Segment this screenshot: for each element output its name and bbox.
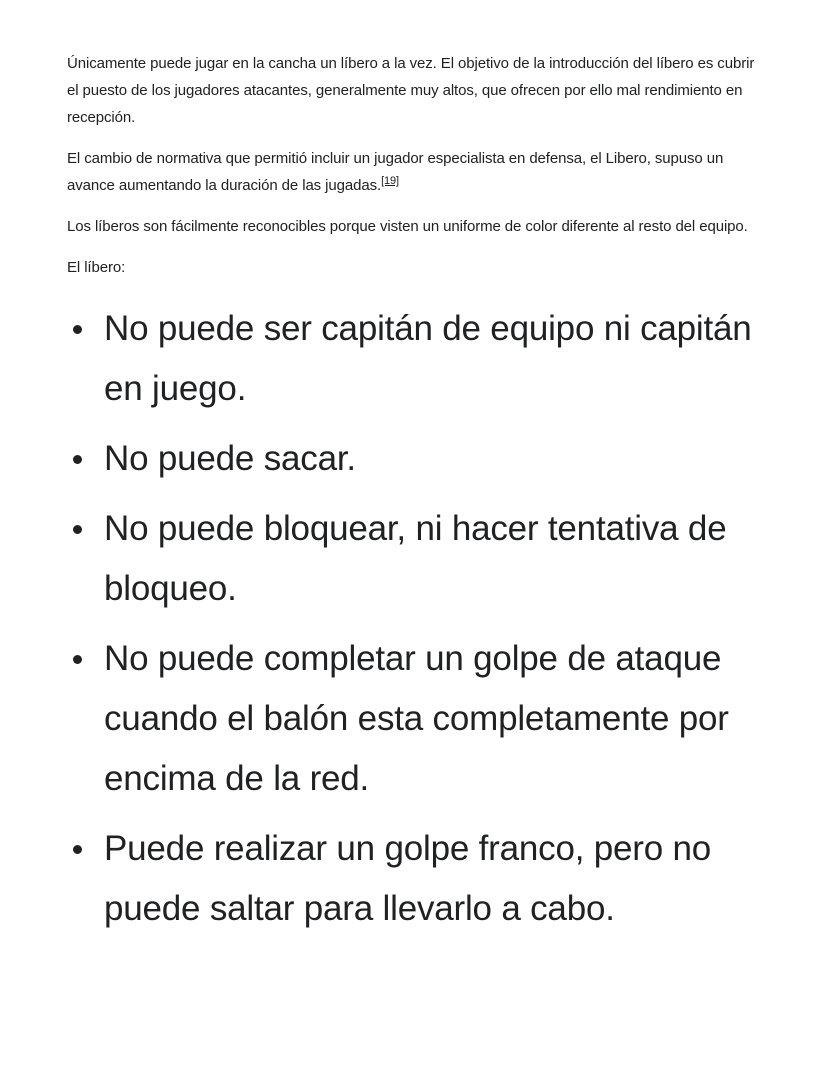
article-content [67,50,767,949]
list-item-text: No puede completar un golpe de ataque cuando el balón esta completamente por encima de la red. [104,639,729,798]
bullet-icon [73,525,82,534]
paragraph-rule-change [67,145,767,199]
bullet-icon [73,455,82,464]
list-item-text: Puede realizar un golpe franco, pero no puede saltar para llevarlo a cabo. [104,829,712,928]
bullet-icon [73,845,82,854]
list-item [67,429,767,489]
paragraph-uniform: Los líberos son fácilmente reconocibles porque visten un uniforme de color diferente al resto del equipo. [67,218,748,235]
reference-superscript [381,175,399,187]
list-item-text: No puede bloquear, ni hacer tentativa de bloqueo. [104,509,727,608]
bullet-icon [73,325,82,334]
list-item [67,299,767,419]
libero-rules-list [67,299,767,939]
list-item [67,819,767,939]
bullet-icon [73,655,82,664]
list-item-text: No puede sacar. [104,439,356,478]
list-item [67,499,767,619]
list-item-text: No puede ser capitán de equipo ni capitán en juego. [104,309,752,408]
reference-link-19[interactable]: [19] [381,175,400,187]
paragraph-libero-intro: Únicamente puede jugar en la cancha un líbero a la vez. El objetivo de la introducción del líbero es cubrir el puesto de los jugadores atacantes, generalmente muy altos, que ofrecen por ello mal rendimiento en recepción. [67,55,755,126]
paragraph-libero-label: El líbero: [67,259,126,276]
paragraph-rule-change-text: El cambio de normativa que permitió incluir un jugador especialista en defensa, el Libero, supuso un avance aumentando la duración de las jugadas. [67,150,724,194]
list-item [67,629,767,809]
